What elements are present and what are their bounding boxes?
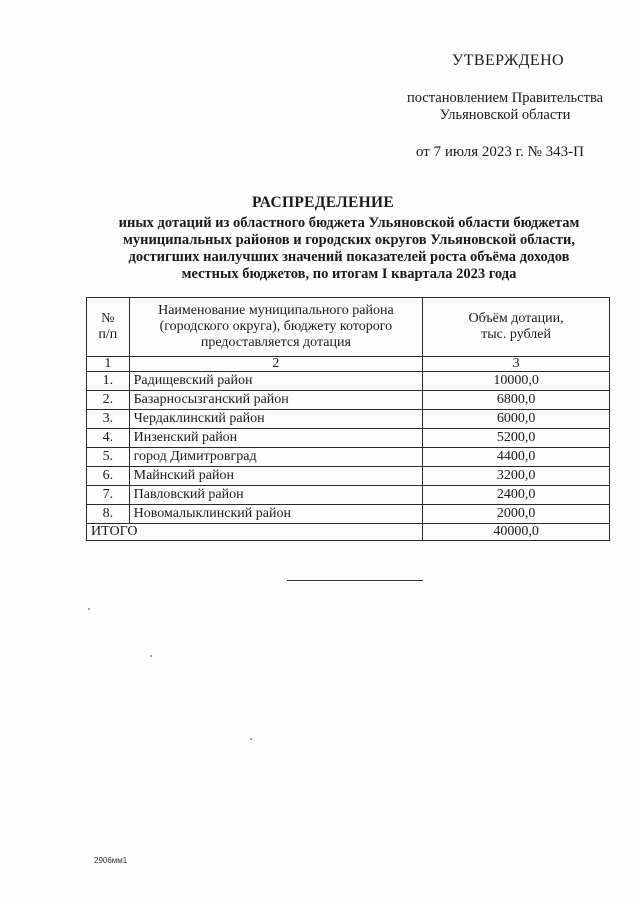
document-code: 2906мм1 [94, 856, 128, 865]
header-number-line: № [101, 311, 115, 326]
row-number: 2. [87, 391, 130, 410]
table-row [87, 505, 610, 524]
table-row [87, 486, 610, 505]
row-number: 8. [87, 505, 130, 524]
document-subtitle [92, 215, 606, 283]
column-index: 3 [423, 357, 610, 372]
subtitle-line: иных дотаций из областного бюджета Ульяновской области бюджетам [118, 215, 580, 231]
total-label: ИТОГО [87, 524, 423, 541]
column-index: 1 [87, 357, 130, 372]
row-municipality: Майнский район [129, 467, 422, 486]
row-municipality: Радищевский район [129, 372, 422, 391]
row-municipality: Инзенский район [129, 429, 422, 448]
column-index-row [87, 357, 610, 372]
header-number [87, 298, 130, 357]
resolution-date: от 7 июля 2023 г. № 343-П [416, 144, 584, 160]
row-municipality: Базарносызганский район [129, 391, 422, 410]
table-row [87, 467, 610, 486]
row-amount: 3200,0 [423, 467, 610, 486]
resolution-line: постановлением Правительства [406, 90, 604, 106]
resolution-reference [400, 90, 610, 124]
subtitle-line: достигших наилучших значений показателей роста объёма доходов [128, 249, 570, 265]
column-index: 2 [129, 357, 422, 372]
row-number: 4. [87, 429, 130, 448]
scan-speck [88, 608, 90, 610]
row-amount: 6800,0 [423, 391, 610, 410]
total-amount: 40000,0 [423, 524, 610, 541]
row-municipality: Чердаклинский район [129, 410, 422, 429]
header-name-line: предоставляется дотация [200, 335, 351, 350]
table-row [87, 410, 610, 429]
header-value-line: Объём дотации, [468, 311, 564, 326]
header-name-line: Наименование муниципального района [158, 303, 394, 318]
table-row [87, 372, 610, 391]
table-row [87, 448, 610, 467]
row-municipality: город Димитровград [129, 448, 422, 467]
row-number: 1. [87, 372, 130, 391]
approved-stamp-text: УТВЕРЖДЕНО [452, 52, 565, 69]
row-number: 7. [87, 486, 130, 505]
distribution-table [86, 297, 610, 541]
subtitle-line: местных бюджетов, по итогам I квартала 2023 года [181, 266, 517, 282]
scan-speck [250, 738, 252, 740]
table-row [87, 429, 610, 448]
total-row [87, 524, 610, 541]
row-amount: 4400,0 [423, 448, 610, 467]
row-amount: 10000,0 [423, 372, 610, 391]
closing-divider [287, 580, 423, 581]
row-municipality: Павловский район [129, 486, 422, 505]
document-title: РАСПРЕДЕЛЕНИЕ [252, 194, 394, 211]
row-amount: 2000,0 [423, 505, 610, 524]
table-row [87, 391, 610, 410]
row-amount: 5200,0 [423, 429, 610, 448]
row-number: 6. [87, 467, 130, 486]
header-name [129, 298, 422, 357]
subtitle-line: муниципальных районов и городских округов Ульяновской области, [122, 232, 576, 248]
table-header-row [87, 298, 610, 357]
header-name-line: (городского округа), бюджету которого [159, 319, 393, 334]
header-number-line: п/п [98, 327, 118, 342]
header-value [423, 298, 610, 357]
resolution-line: Ульяновской области [439, 107, 571, 123]
row-number: 5. [87, 448, 130, 467]
row-municipality: Новомалыклинский район [129, 505, 422, 524]
header-value-line: тыс. рублей [481, 327, 551, 342]
scan-speck [150, 655, 152, 657]
row-amount: 6000,0 [423, 410, 610, 429]
row-amount: 2400,0 [423, 486, 610, 505]
row-number: 3. [87, 410, 130, 429]
